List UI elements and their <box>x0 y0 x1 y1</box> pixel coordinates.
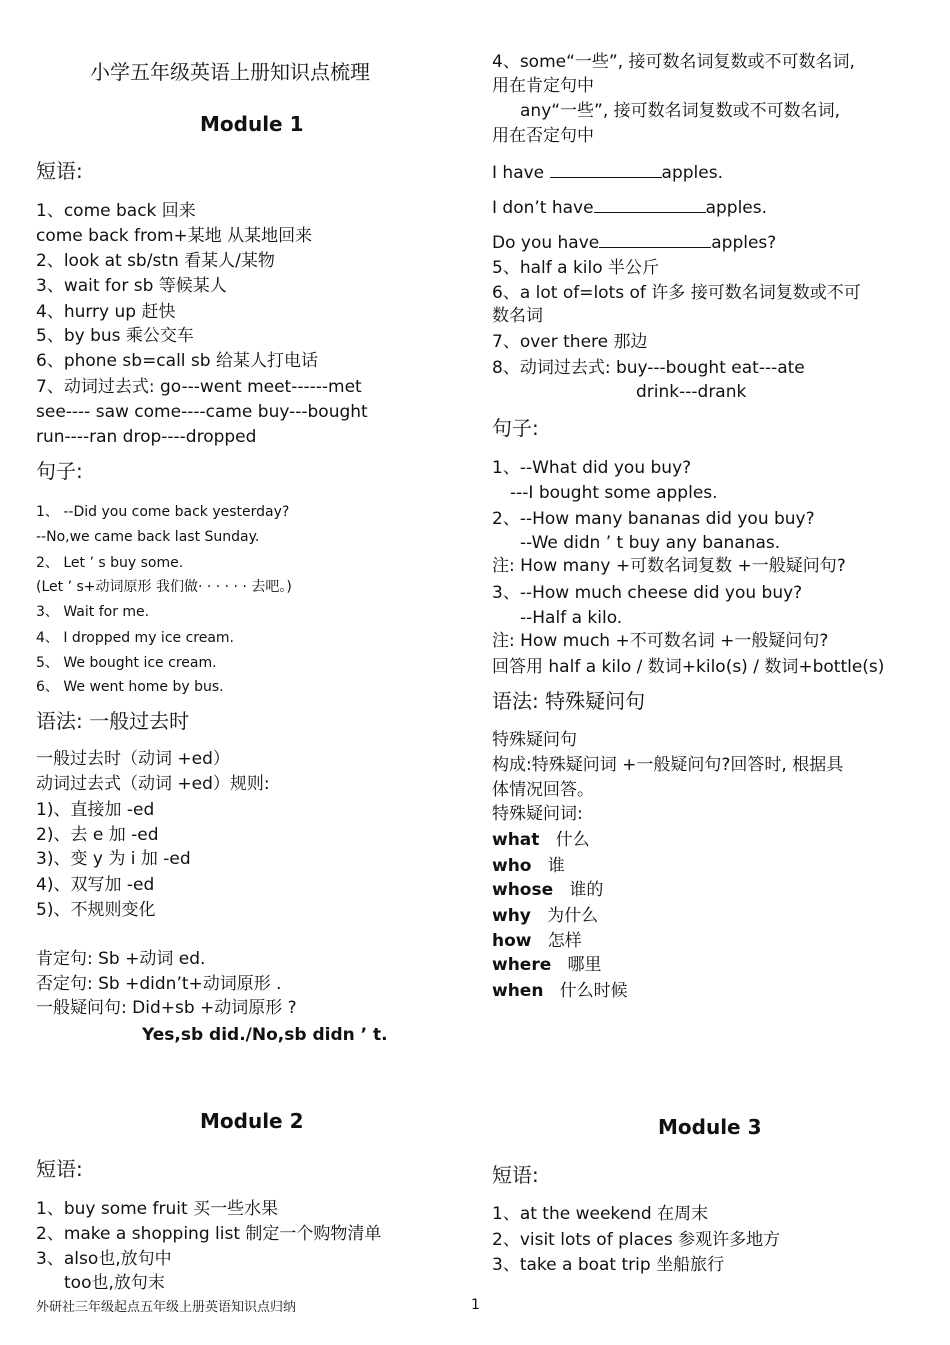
form-answer: Yes,sb did./No,sb didn ’ t. <box>142 1025 388 1045</box>
grammar-rule: 3)、变 y 为 i 加 -ed <box>36 849 191 869</box>
module1-heading: Module 1 <box>200 112 304 136</box>
wh-word-item: what 什么 <box>492 830 590 850</box>
phrase-line: 数名词 <box>492 306 543 326</box>
wh-word-item: who 谁 <box>492 856 565 876</box>
sentence-note: 注: How many +可数名词复数 +一般疑问句? <box>492 556 846 576</box>
form-negative: 否定句: Sb +didn’t+动词原形 . <box>36 974 282 994</box>
phrase-line: 2、look at sb/stn 看某人/某物 <box>36 251 275 271</box>
answer-blank[interactable] <box>599 231 711 248</box>
wh-word-item: why 为什么 <box>492 906 599 926</box>
phrase-line: 1、come back 回来 <box>36 201 196 221</box>
phrase-line: 3、wait for sb 等候某人 <box>36 276 227 296</box>
phrase-line: too也,放句末 <box>64 1273 165 1293</box>
grammar-line: 特殊疑问词: <box>492 804 583 824</box>
phrase-line: see---- saw come----came buy---bought <box>36 402 368 422</box>
phrase-line: 5、by bus 乘公交车 <box>36 326 194 346</box>
grammar-rule: 4)、双写加 -ed <box>36 875 155 895</box>
phrase-line: 4、hurry up 赶快 <box>36 302 176 322</box>
phrase-line: 7、动词过去式: go---went meet------met <box>36 377 362 397</box>
sentence-line: 3、 Wait for me. <box>36 604 150 620</box>
grammar-line: 体情况回答。 <box>492 780 594 800</box>
module3-heading: Module 3 <box>658 1115 762 1139</box>
sentence-line: 3、--How much cheese did you buy? <box>492 583 803 603</box>
sentence-line: --No,we came back last Sunday. <box>36 529 260 545</box>
note-line: 用在否定句中 <box>492 126 594 146</box>
sentence-note: 回答用 half a kilo / 数词+kilo(s) / 数词+bottle(s) <box>492 657 885 677</box>
form-question: 一般疑问句: Did+sb +动词原形 ? <box>36 998 297 1018</box>
grammar-line: 动词过去式（动词 +ed）规则: <box>36 774 270 794</box>
form-affirmative: 肯定句: Sb +动词 ed. <box>36 949 206 969</box>
sentence-note: 注: How much +不可数名词 +一般疑问句? <box>492 631 829 651</box>
module1-grammar-label: 语法: 一般过去时 <box>36 709 190 733</box>
wh-word-item: when 什么时候 <box>492 981 628 1001</box>
right-sentences-label: 句子: <box>492 416 539 440</box>
sentence-line: --We didn ’ t buy any bananas. <box>520 533 781 553</box>
module2-heading: Module 2 <box>200 1109 304 1133</box>
sentence-line: 2、--How many bananas did you buy? <box>492 509 815 529</box>
phrase-line: 3、take a boat trip 坐船旅行 <box>492 1255 725 1275</box>
phrase-line: 6、a lot of=lots of 许多 接可数名词复数或不可 <box>492 283 861 303</box>
phrase-line: 7、over there 那边 <box>492 332 648 352</box>
module3-phrases-label: 短语: <box>492 1163 539 1187</box>
phrase-line: 5、half a kilo 半公斤 <box>492 258 660 278</box>
note-line: 4、some“一些”, 接可数名词复数或不可数名词, <box>492 52 855 72</box>
phrase-line: 1、buy some fruit 买一些水果 <box>36 1199 279 1219</box>
grammar-rule: 2)、去 e 加 -ed <box>36 825 159 845</box>
answer-blank[interactable] <box>550 161 662 178</box>
phrase-line: come back from+某地 从某地回来 <box>36 226 313 246</box>
sentence-line: 1、--What did you buy? <box>492 458 692 478</box>
grammar-rule: 1)、直接加 -ed <box>36 800 155 820</box>
sentence-line: 6、 We went home by bus. <box>36 679 224 695</box>
fill-blank-sentence: Do you have apples? <box>492 233 777 253</box>
phrase-line: 3、also也,放句中 <box>36 1249 172 1269</box>
fill-blank-sentence: I have apples. <box>492 163 723 183</box>
answer-blank[interactable] <box>594 196 706 213</box>
module2-phrases-label: 短语: <box>36 1157 83 1181</box>
phrase-line: drink---drank <box>636 382 747 402</box>
phrase-line: 8、动词过去式: buy---bought eat---ate <box>492 358 805 378</box>
phrase-line: 2、visit lots of places 参观许多地方 <box>492 1230 781 1250</box>
phrase-line: 6、phone sb=call sb 给某人打电话 <box>36 351 318 371</box>
phrase-line: 2、make a shopping list 制定一个购物清单 <box>36 1224 382 1244</box>
sentence-line: 5、 We bought ice cream. <box>36 655 217 671</box>
phrase-line: 1、at the weekend 在周末 <box>492 1204 709 1224</box>
document-title: 小学五年级英语上册知识点梳理 <box>90 60 370 84</box>
wh-word-item: where 哪里 <box>492 955 602 975</box>
wh-word-item: whose 谁的 <box>492 880 604 900</box>
sentence-line: 1、 --Did you come back yesterday? <box>36 504 290 520</box>
grammar-line: 一般过去时（动词 +ed） <box>36 749 230 769</box>
grammar-line: 特殊疑问句 <box>492 730 577 750</box>
sentence-line: --Half a kilo. <box>520 608 623 628</box>
sentence-line: 2、 Let ’ s buy some. <box>36 555 184 571</box>
wh-word-item: how 怎样 <box>492 931 582 951</box>
note-line: any“一些”, 接可数名词复数或不可数名词, <box>520 101 841 121</box>
fill-blank-sentence: I don’t have apples. <box>492 198 768 218</box>
grammar-rule: 5)、不规则变化 <box>36 900 156 920</box>
grammar-line: 构成:特殊疑问词 +一般疑问句?回答时, 根据具 <box>492 755 844 775</box>
page-number: 1 <box>471 1297 480 1313</box>
note-line: 用在肯定句中 <box>492 76 594 96</box>
module1-phrases-label: 短语: <box>36 159 83 183</box>
sentence-line: 4、 I dropped my ice cream. <box>36 630 235 646</box>
module1-sentences-label: 句子: <box>36 459 83 483</box>
phrase-line: run----ran drop----dropped <box>36 427 257 447</box>
right-grammar-label: 语法: 特殊疑问句 <box>492 689 646 713</box>
sentence-line: (Let ’ s+动词原形 我们做· · · · · · 去吧。) <box>36 579 292 595</box>
sentence-line: ---I bought some apples. <box>510 483 718 503</box>
page-footer: 外研社三年级起点五年级上册英语知识点归纳 <box>36 1300 297 1315</box>
